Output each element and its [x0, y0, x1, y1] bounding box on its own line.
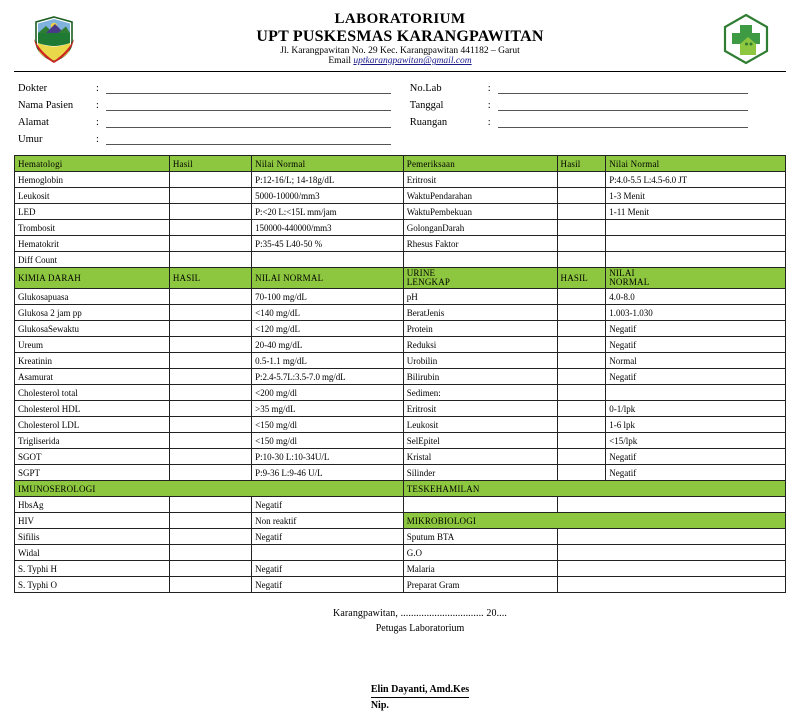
normal-value-left [252, 252, 404, 268]
result-input-right[interactable] [557, 417, 606, 433]
test-name-left: Sifilis [15, 529, 170, 545]
field-colon: : [96, 134, 99, 145]
test-name-left: Widal [15, 545, 170, 561]
test-name-right [403, 252, 557, 268]
field-tanggal [410, 96, 782, 111]
result-input-left[interactable] [169, 497, 251, 513]
result-input-right[interactable] [557, 289, 606, 305]
table-row [15, 529, 786, 545]
test-name-left: GlukosaSewaktu [15, 321, 170, 337]
table-row [15, 449, 786, 465]
email-link[interactable]: uptkarangpawitan@gmail.com [353, 56, 472, 67]
test-name-left: Leukosit [15, 188, 170, 204]
normal-value-left: 20-40 mg/dL [252, 337, 404, 353]
field-colon: : [487, 117, 491, 128]
test-name-left: Glukosapuasa [15, 289, 170, 305]
table-row [15, 353, 786, 369]
tanggal-input[interactable] [498, 99, 748, 111]
normal-value-right: Normal [606, 353, 786, 369]
field-label: Ruangan [409, 117, 448, 128]
result-input-left[interactable] [169, 385, 251, 401]
test-name-right: Silinder [403, 465, 557, 481]
result-input-left[interactable] [169, 220, 251, 236]
result-input-right[interactable] [557, 369, 606, 385]
normal-value-left: Negatif [252, 577, 404, 593]
result-input-right[interactable] [557, 337, 606, 353]
result-input-left[interactable] [169, 449, 251, 465]
result-input-left[interactable] [169, 353, 251, 369]
normal-value-left: Negatif [252, 529, 404, 545]
column-header-kimia-darah: KIMIA DARAH [15, 268, 170, 289]
result-input-right[interactable] [557, 220, 606, 236]
document-header [14, 8, 786, 70]
test-name-right [403, 497, 557, 513]
test-name-left: Hematokrit [15, 236, 170, 252]
header-divider [14, 71, 786, 72]
normal-value-right: <15/lpk [606, 433, 786, 449]
normal-value-left: P:9-36 L:9-46 U/L [252, 465, 404, 481]
test-name-right: pH [403, 289, 557, 305]
normal-value-right [606, 236, 786, 252]
result-input-left[interactable] [169, 252, 251, 268]
test-name-left: Kreatinin [15, 353, 170, 369]
normal-value-right: Negatif [606, 369, 786, 385]
ruangan-input[interactable] [498, 116, 748, 128]
normal-value-right: Negatif [606, 321, 786, 337]
test-name-right: Rhesus Faktor [403, 236, 557, 252]
test-name-left: HbsAg [15, 497, 170, 513]
header-text-block [82, 11, 718, 67]
section-band-row [15, 481, 786, 497]
field-alamat [18, 113, 410, 128]
signature-block [14, 606, 786, 713]
test-name-right: Urobilin [403, 353, 557, 369]
header-title-line2: UPT PUSKESMAS KARANGPAWITAN [256, 27, 544, 45]
column-header-3: Nilai Normal [252, 156, 404, 172]
test-name-right: BeratJenis [403, 305, 557, 321]
normal-value-right: 1.003-1.030 [606, 305, 786, 321]
patient-info-block [14, 79, 786, 145]
normal-value-left: 150000-440000/mm3 [252, 220, 404, 236]
test-name-left: SGOT [15, 449, 170, 465]
test-name-right: Leukosit [403, 417, 557, 433]
result-input-right[interactable] [557, 385, 606, 401]
result-input-right[interactable] [557, 545, 786, 561]
normal-value-left: P:10-30 L:10-34U/L [252, 449, 404, 465]
normal-value-right: P:4.0-5.5 L:4.5-6.0 JT [606, 172, 786, 188]
test-name-right: G.O [403, 545, 557, 561]
test-name-left: SGPT [15, 465, 170, 481]
normal-value-left: <120 mg/dL [252, 321, 404, 337]
result-input-right[interactable] [557, 204, 606, 220]
test-name-right: Sputum BTA [403, 529, 557, 545]
field-label: No.Lab [409, 83, 442, 94]
test-name-right: Bilirubin [403, 369, 557, 385]
test-name-left: Trigliserida [15, 433, 170, 449]
result-input-right[interactable] [557, 188, 606, 204]
normal-value-right: 4.0-8.0 [606, 289, 786, 305]
column-header-urine-lengkap: URINE LENGKAP [403, 268, 557, 289]
nama-pasien-input[interactable] [106, 99, 391, 111]
header-address: Jl. Karangpawitan No. 29 Kec. Karangpawitan 441182 – Garut [280, 45, 520, 56]
table-row [15, 236, 786, 252]
field-colon: : [96, 117, 99, 128]
column-header-hasil-left: HASIL [169, 268, 251, 289]
result-input-left[interactable] [169, 236, 251, 252]
table-row [15, 188, 786, 204]
table-row [15, 561, 786, 577]
normal-value-left: <140 mg/dL [252, 305, 404, 321]
result-input-right[interactable] [557, 401, 606, 417]
field-colon: : [96, 83, 99, 94]
test-name-right: Eritrosit [403, 401, 557, 417]
test-name-left: Cholesterol HDL [15, 401, 170, 417]
table-row [15, 385, 786, 401]
test-name-left: Ureum [15, 337, 170, 353]
test-name-left: HIV [15, 513, 170, 529]
table-row [15, 337, 786, 353]
column-header-nilai-normal-left: NILAI NORMAL [252, 268, 404, 289]
test-name-right: Sedimen: [403, 385, 557, 401]
normal-value-left: >35 mg/dL [252, 401, 404, 417]
result-input-left[interactable] [169, 172, 251, 188]
result-input-right[interactable] [557, 449, 606, 465]
normal-value-right: Negatif [606, 337, 786, 353]
normal-value-left [252, 545, 404, 561]
result-input-left[interactable] [169, 513, 251, 529]
result-input-left[interactable] [169, 204, 251, 220]
normal-value-right [606, 252, 786, 268]
umur-input[interactable] [106, 133, 391, 145]
signer-nip: Nip. [370, 700, 389, 712]
result-input-left[interactable] [169, 577, 251, 593]
result-input-right[interactable] [557, 497, 786, 513]
column-header-4: Pemeriksaan [403, 156, 557, 172]
table-row [15, 289, 786, 305]
table-row [15, 433, 786, 449]
laboratory-results-table [14, 155, 786, 593]
result-input-right[interactable] [557, 305, 606, 321]
test-name-left: Cholesterol total [15, 385, 170, 401]
result-input-right[interactable] [557, 465, 606, 481]
normal-value-left: <150 mg/dl [252, 433, 404, 449]
section-header-mikrobiologi: MIKROBIOLOGI [403, 513, 785, 529]
test-name-left: Cholesterol LDL [15, 417, 170, 433]
result-input-right[interactable] [557, 353, 606, 369]
result-input-left[interactable] [169, 289, 251, 305]
normal-value-left: <150 mg/dl [252, 417, 404, 433]
signer-name: Elin Dayanti, Amd.Kes [371, 682, 469, 698]
result-input-right[interactable] [557, 321, 606, 337]
test-name-left: Hemoglobin [15, 172, 170, 188]
normal-value-left: 0.5-1.1 mg/dL [252, 353, 404, 369]
alamat-input[interactable] [106, 116, 391, 128]
normal-value-right: 1-3 Menit [606, 188, 786, 204]
column-header-2: Hasil [169, 156, 251, 172]
result-input-right[interactable] [557, 529, 786, 545]
garut-regency-emblem-icon [26, 11, 82, 67]
test-name-right: WaktuPendarahan [403, 188, 557, 204]
normal-value-right: 1-11 Menit [606, 204, 786, 220]
test-name-left: Glukosa 2 jam pp [15, 305, 170, 321]
result-input-right[interactable] [557, 236, 606, 252]
table-row [15, 465, 786, 481]
place-and-date: Karangpawitan, ................................ 20.... [333, 608, 507, 620]
test-name-right: Preparat Gram [403, 577, 557, 593]
test-name-right: Reduksi [403, 337, 557, 353]
signer-role: Petugas Laboratorium [375, 623, 465, 635]
field-label: Alamat [18, 117, 49, 128]
field-ruangan [410, 113, 782, 128]
table-row [15, 369, 786, 385]
result-input-left[interactable] [169, 401, 251, 417]
field-label: Nama Pasien [18, 100, 74, 111]
table-row [15, 305, 786, 321]
result-input-right[interactable] [557, 561, 786, 577]
column-header-6: Nilai Normal [606, 156, 786, 172]
field-label: Umur [18, 134, 43, 145]
result-input-left[interactable] [169, 545, 251, 561]
result-input-left[interactable] [169, 561, 251, 577]
result-input-left[interactable] [169, 321, 251, 337]
field-colon: : [96, 100, 99, 111]
normal-value-left: P:35-45 L40-50 % [252, 236, 404, 252]
test-name-right: SelEpitel [403, 433, 557, 449]
section-header-imunoserologi: IMUNOSEROLOGI [15, 481, 404, 497]
result-input-right[interactable] [557, 172, 606, 188]
table-row [15, 172, 786, 188]
table-header-row-kimia-darah [15, 268, 786, 289]
normal-value-right [606, 385, 786, 401]
test-name-left: Diff Count [15, 252, 170, 268]
email-label: Email [328, 56, 354, 67]
result-input-left[interactable] [169, 417, 251, 433]
field-dokter [18, 79, 410, 94]
test-name-left: S. Typhi H [15, 561, 170, 577]
header-title-line1: LABORATORIUM [334, 11, 466, 28]
dokter-input[interactable] [106, 82, 391, 94]
table-row [15, 252, 786, 268]
result-input-left[interactable] [169, 529, 251, 545]
section-header-teskehamilan: TESKEHAMILAN [403, 481, 785, 497]
no-lab-input[interactable] [498, 82, 748, 94]
table-row [15, 321, 786, 337]
field-umur [18, 130, 410, 145]
column-header-hasil-right: HASIL [557, 268, 606, 289]
table-row [15, 513, 786, 529]
normal-value-left: Negatif [252, 497, 404, 513]
result-input-right[interactable] [557, 433, 606, 449]
normal-value-right: Negatif [606, 449, 786, 465]
result-input-right[interactable] [557, 252, 606, 268]
header-email-line [82, 56, 718, 67]
normal-value-left: Non reaktif [252, 513, 404, 529]
result-input-left[interactable] [169, 305, 251, 321]
test-name-left: Asamurat [15, 369, 170, 385]
normal-value-left: Negatif [252, 561, 404, 577]
normal-value-left: <200 mg/dl [252, 385, 404, 401]
test-name-right: GolonganDarah [403, 220, 557, 236]
test-name-left: Trombosit [15, 220, 170, 236]
table-row [15, 401, 786, 417]
table-header-row-hematologi [15, 156, 786, 172]
normal-value-right: 1-6 lpk [606, 417, 786, 433]
patient-info-left-column [18, 79, 410, 145]
table-row [15, 417, 786, 433]
test-name-right: Kristal [403, 449, 557, 465]
column-header-5: Hasil [557, 156, 606, 172]
table-row [15, 204, 786, 220]
table-row [15, 545, 786, 561]
test-name-left: S. Typhi O [15, 577, 170, 593]
normal-value-left: 5000-10000/mm3 [252, 188, 404, 204]
field-colon: : [487, 83, 491, 94]
field-no-lab [410, 79, 782, 94]
normal-value-right: 0-1/lpk [606, 401, 786, 417]
patient-info-right-column [410, 79, 782, 145]
result-input-left[interactable] [169, 369, 251, 385]
normal-value-right [606, 220, 786, 236]
table-row [15, 577, 786, 593]
test-name-left: LED [15, 204, 170, 220]
result-input-left[interactable] [169, 337, 251, 353]
field-colon: : [487, 100, 491, 111]
field-nama-pasien [18, 96, 410, 111]
result-input-left[interactable] [169, 188, 251, 204]
field-label: Tanggal [409, 100, 444, 111]
normal-value-left: P:12-16/L; 14-18g/dL [252, 172, 404, 188]
normal-value-left: P:<20 L:<15L mm/jam [252, 204, 404, 220]
normal-value-left: P:2.4-5.7L:3.5-7.0 mg/dL [252, 369, 404, 385]
puskesmas-hexagon-cross-logo-icon [718, 11, 774, 67]
test-name-right: Eritrosit [403, 172, 557, 188]
field-label: Dokter [18, 83, 48, 94]
test-name-right: Malaria [403, 561, 557, 577]
test-name-right: Protein [403, 321, 557, 337]
test-name-right: WaktuPembekuan [403, 204, 557, 220]
normal-value-right: Negatif [606, 465, 786, 481]
column-header-1: Hematologi [15, 156, 170, 172]
result-input-right[interactable] [557, 577, 786, 593]
result-input-left[interactable] [169, 465, 251, 481]
table-row [15, 220, 786, 236]
result-input-left[interactable] [169, 433, 251, 449]
column-header-nilai-normal-right: NILAI NORMAL [606, 268, 786, 289]
table-row [15, 497, 786, 513]
signature-name-block [371, 682, 469, 713]
normal-value-left: 70-100 mg/dL [252, 289, 404, 305]
